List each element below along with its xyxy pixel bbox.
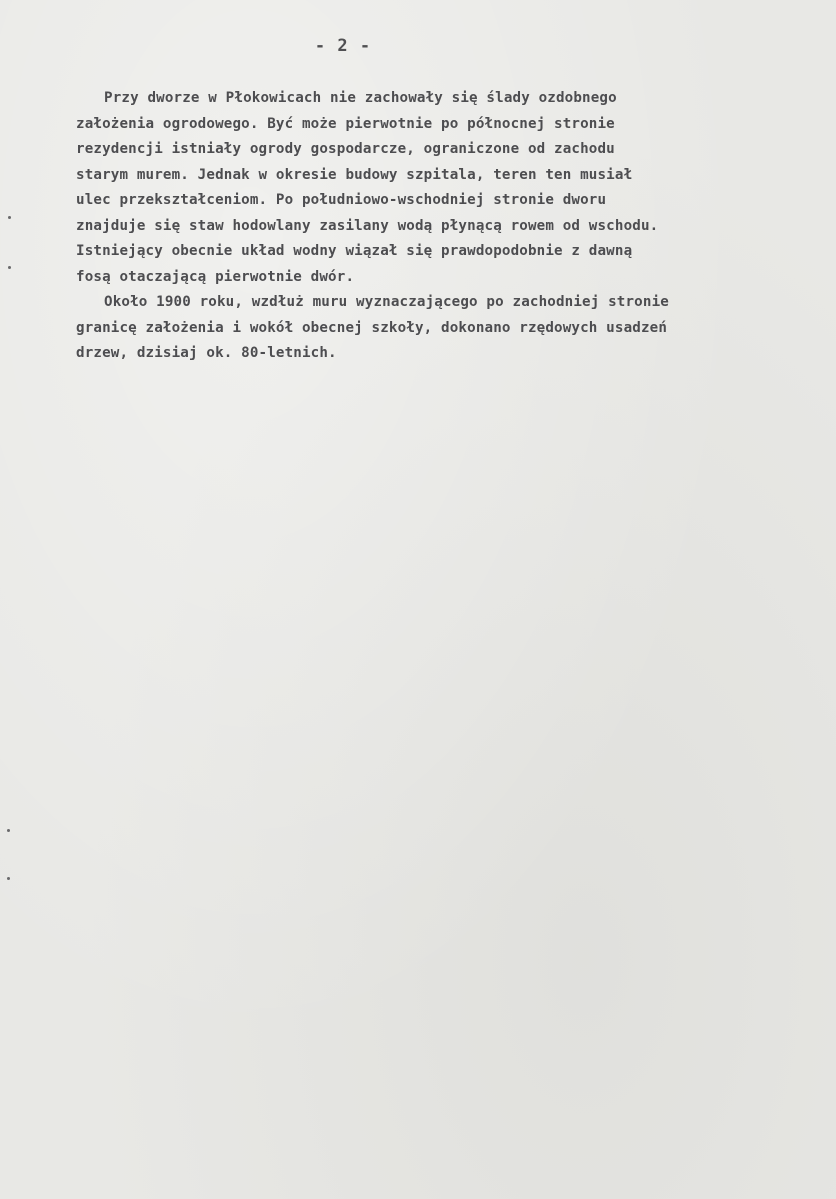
document-body — [76, 86, 820, 367]
text-line: rezydencji istniały ogrody gospodarcze, ograniczone od zachodu — [76, 141, 615, 157]
paragraph-2 — [76, 290, 820, 367]
margin-punch-mark — [7, 829, 10, 832]
margin-punch-mark — [8, 266, 11, 269]
page-number: - 2 - — [314, 36, 372, 56]
margin-punch-mark — [8, 216, 11, 219]
margin-punch-mark — [7, 877, 10, 880]
text-line: ulec przekształceniom. Po południowo-wschodniej stronie dworu — [76, 192, 607, 208]
text-line: drzew, dzisiaj ok. 80-letnich. — [76, 345, 337, 361]
text-line: starym murem. Jednak w okresie budowy szpitala, teren ten musiał — [76, 166, 633, 183]
paragraph-1 — [76, 86, 820, 290]
text-line: Przy dworze w Płokowicach nie zachowały się ślady ozdobnego — [104, 90, 617, 106]
text-line: granicę założenia i wokół obecnej szkoły, dokonano rzędowych usadzeń — [76, 319, 668, 336]
text-line: znajduje się staw hodowlany zasilany wodą płynącą rowem od wschodu. — [76, 217, 659, 234]
text-line: fosą otaczającą pierwotnie dwór. — [76, 268, 355, 285]
text-line: Około 1900 roku, wzdłuż muru wyznaczającego po zachodniej stronie — [104, 294, 669, 310]
text-line: założenia ogrodowego. Być może pierwotnie po północnej stronie — [76, 115, 615, 132]
text-line: Istniejący obecnie układ wodny wiązał się prawdopodobnie z dawną — [76, 243, 633, 259]
